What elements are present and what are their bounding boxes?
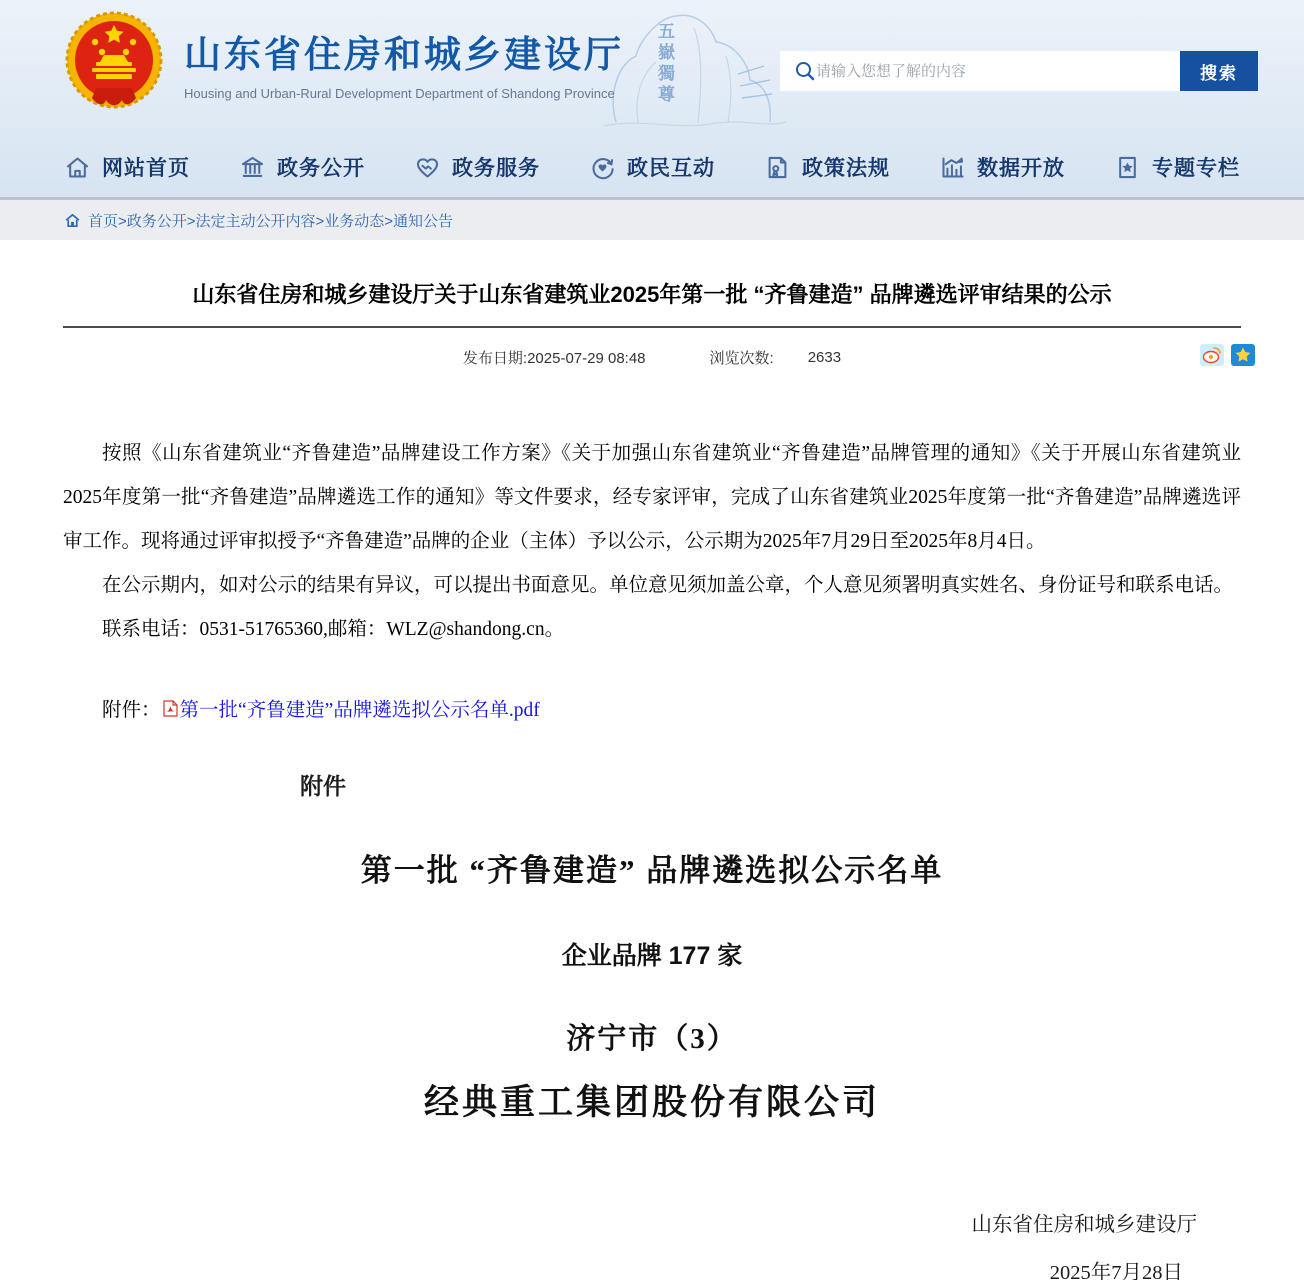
article-content [0,280,1304,1280]
watermark-text: 五嶽獨尊 [655,22,674,106]
site-titles [184,24,624,101]
breadcrumb-home-icon [64,212,81,229]
doc-subtitle: 企业品牌 177 家 [561,942,743,970]
views-label: 浏览次数: [709,349,774,367]
mountain-watermark-decoration [598,4,788,134]
nav-item-label: 政务公开 [277,157,365,180]
breadcrumb[interactable] [64,210,453,231]
header [0,0,1304,200]
nav-item-label: 政民互动 [627,157,715,180]
attachment-document-preview [63,768,1241,1280]
nav-item-gov-affairs[interactable] [239,152,365,182]
attachment-label: 附件： [102,700,161,721]
attachment-link[interactable]: 第一批“齐鲁建造”品牌遴选拟公示名单.pdf [179,700,540,721]
paragraph: 按照《山东省建筑业“齐鲁建造”品牌建设工作方案》《关于加强山东省建筑业“齐鲁建造”品牌管理的通知》《关于开展山东省建筑业2025年度第一批“齐鲁建造”品牌遴选工作的通知》等文件要求，经专家评审，完成了山东省建筑业2025年度第一批“齐鲁建造”品牌遴选评审工作。现将通过评审拟授予“齐鲁建造”品牌的企业（主体）予以公示，公示期为2025年7月29日至2025年8月4日。 [63,443,1241,552]
article-meta [63,344,1241,370]
data-chart-icon [939,154,966,181]
nav-item-open-data[interactable] [939,152,1065,182]
title-divider [63,326,1241,328]
search-input[interactable] [816,51,1180,91]
star-doc-icon [1114,154,1141,181]
attachment-row [63,694,1241,722]
nav-item-label: 政务服务 [452,157,540,180]
doc-signature-date: 2025年7月28日 [1049,1262,1183,1280]
doc-signature-org: 山东省住房和城乡建设厅 [971,1214,1197,1236]
paragraph: 联系电话：0531-51765360,邮箱：WLZ@shandong.cn。 [102,619,565,640]
search-icon [794,60,816,82]
search-input-wrap [780,51,1180,91]
nav-item-label: 专题专栏 [1152,157,1240,180]
home-icon [64,154,91,181]
nav-item-policies[interactable] [764,152,890,182]
heart-circle-icon [589,154,616,181]
nav-item-label: 政策法规 [802,157,890,180]
policy-doc-icon [764,154,791,181]
search-bar [780,51,1258,91]
national-emblem-icon [62,10,166,114]
bank-icon [239,154,266,181]
nav-item-special-columns[interactable] [1114,152,1240,182]
handshake-icon [414,154,441,181]
publish-date: 发布日期:2025-07-29 08:48 [462,349,646,367]
site-title: 山东省住房和城乡建设厅 [184,33,624,75]
nav-item-gov-services[interactable] [414,152,540,182]
article-title: 山东省住房和城乡建设厅关于山东省建筑业2025年第一批 “齐鲁建造” 品牌遴选评审结果的公示 [192,282,1112,307]
share-icons [1200,344,1255,366]
site-subtitle: Housing and Urban-Rural Development Department of Shandong Province [184,85,615,101]
breadcrumb-path: 首页>政务公开>法定主动公开内容>业务动态>通知公告 [88,212,454,230]
search-button[interactable]: 搜索 [1180,51,1258,91]
doc-city-heading: 济宁市（3） [566,1023,738,1055]
nav-item-label: 网站首页 [102,157,190,180]
pdf-file-icon [163,700,178,717]
doc-title: 第一批 “齐鲁建造” 品牌遴选拟公示名单 [360,853,944,888]
doc-annex-label: 附件 [300,773,346,799]
breadcrumb-bar [0,200,1304,240]
paragraph: 在公示期内，如对公示的结果有异议，可以提出书面意见。单位意见须加盖公章，个人意见须署明真实姓名、身份证号和联系电话。 [102,575,1234,596]
main-nav [0,137,1304,197]
site-logo[interactable] [62,10,624,114]
doc-company-name: 经典重工集团股份有限公司 [423,1083,880,1122]
weibo-share-icon[interactable] [1200,344,1224,366]
article-body [63,432,1241,652]
qzone-share-icon[interactable] [1231,344,1255,366]
nav-item-home[interactable] [64,152,190,182]
nav-item-interaction[interactable] [589,152,715,182]
nav-item-label: 数据开放 [977,157,1065,180]
views-count: 2633 [807,348,842,366]
